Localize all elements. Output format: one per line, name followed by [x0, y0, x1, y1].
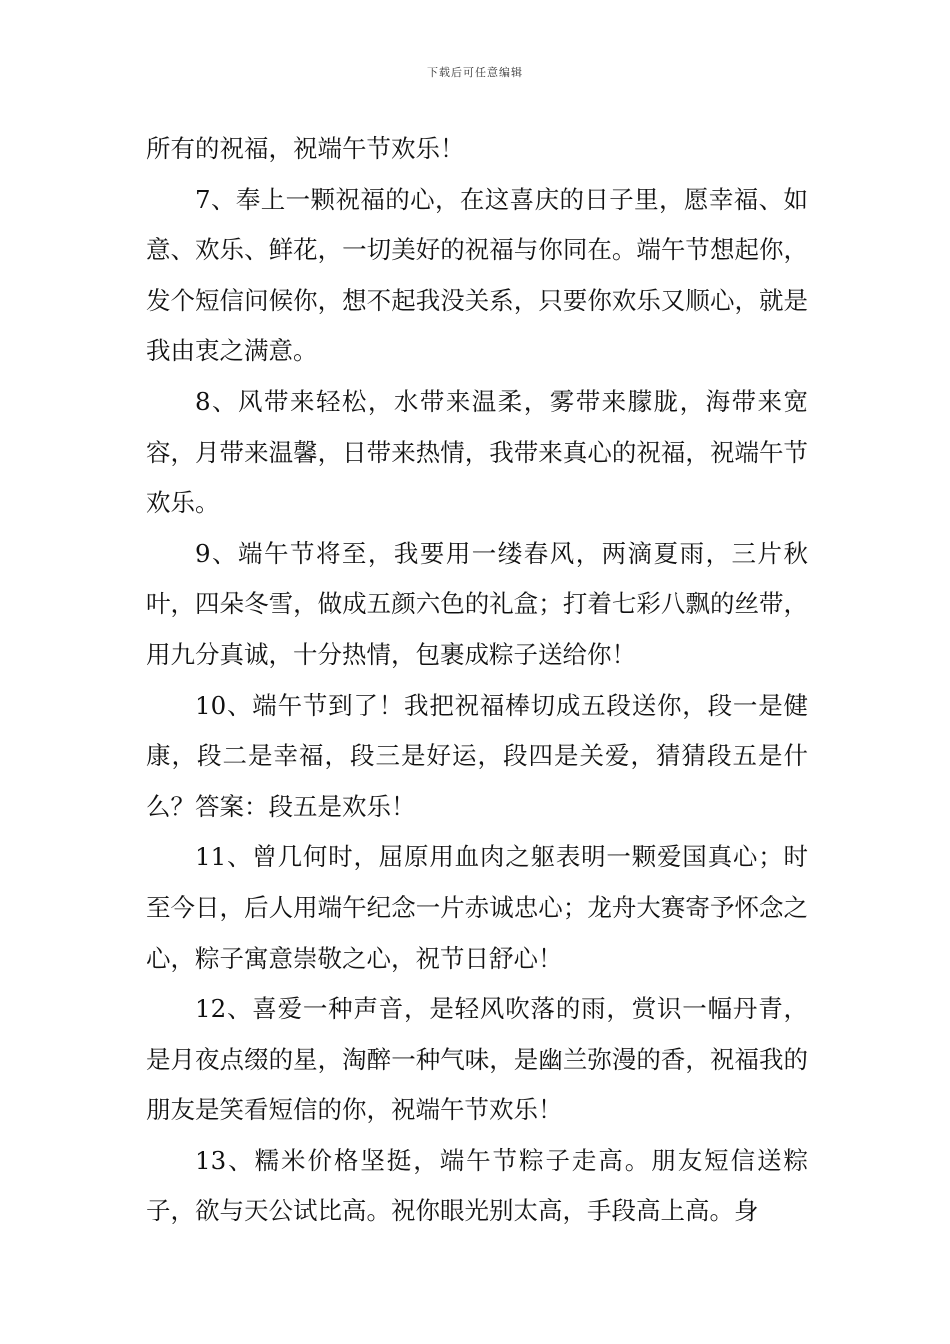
paragraph-12: 12、喜爱一种声音，是轻风吹落的雨，赏识一幅丹青，是月夜点缀的星，淘醉一种气味，是幽兰弥漫的香，祝福我的朋友是笑看短信的你，祝端午节欢乐！ — [146, 994, 808, 1125]
paragraph-10: 10、端午节到了！我把祝福棒切成五段送你，段一是健康，段二是幸福，段三是好运，段四是关爱，猜猜段五是什么？答案：段五是欢乐！ — [146, 690, 808, 821]
paragraph-13: 13、糯米价格坚挺，端午节粽子走高。朋友短信送粽子，欲与天公试比高。祝你眼光别太高，手段高上高。身 — [146, 1145, 808, 1226]
paragraph-11: 11、曾几何时，屈原用血肉之躯表明一颗爱国真心；时至今日，后人用端午纪念一片赤诚忠心；龙舟大赛寄予怀念之心，粽子寓意崇敬之心，祝节日舒心！ — [146, 842, 808, 973]
paragraph-continuation: 所有的祝福，祝端午节欢乐！ — [146, 134, 465, 163]
paragraph-8: 8、风带来轻松，水带来温柔，雾带来朦胧，海带来宽容，月带来温馨，日带来热情，我带来真心的祝福，祝端午节欢乐。 — [146, 386, 808, 518]
paragraph-7: 7、奉上一颗祝福的心，在这喜庆的日子里，愿幸福、如意、欢乐、鲜花，一切美好的祝福与你同在。端午节想起你，发个短信问候你，想不起我没关系，只要你欢乐又顺心，就是我由衷之满意。 — [146, 184, 808, 366]
header-note: 下载后可任意编辑 — [427, 66, 523, 79]
paragraph-9: 9、端午节将至，我要用一缕春风，两滴夏雨，三片秋叶，四朵冬雪，做成五颜六色的礼盒；打着七彩八飘的丝带，用九分真诚，十分热情，包裹成粽子送给你！ — [146, 538, 808, 669]
document-body — [146, 124, 808, 1237]
